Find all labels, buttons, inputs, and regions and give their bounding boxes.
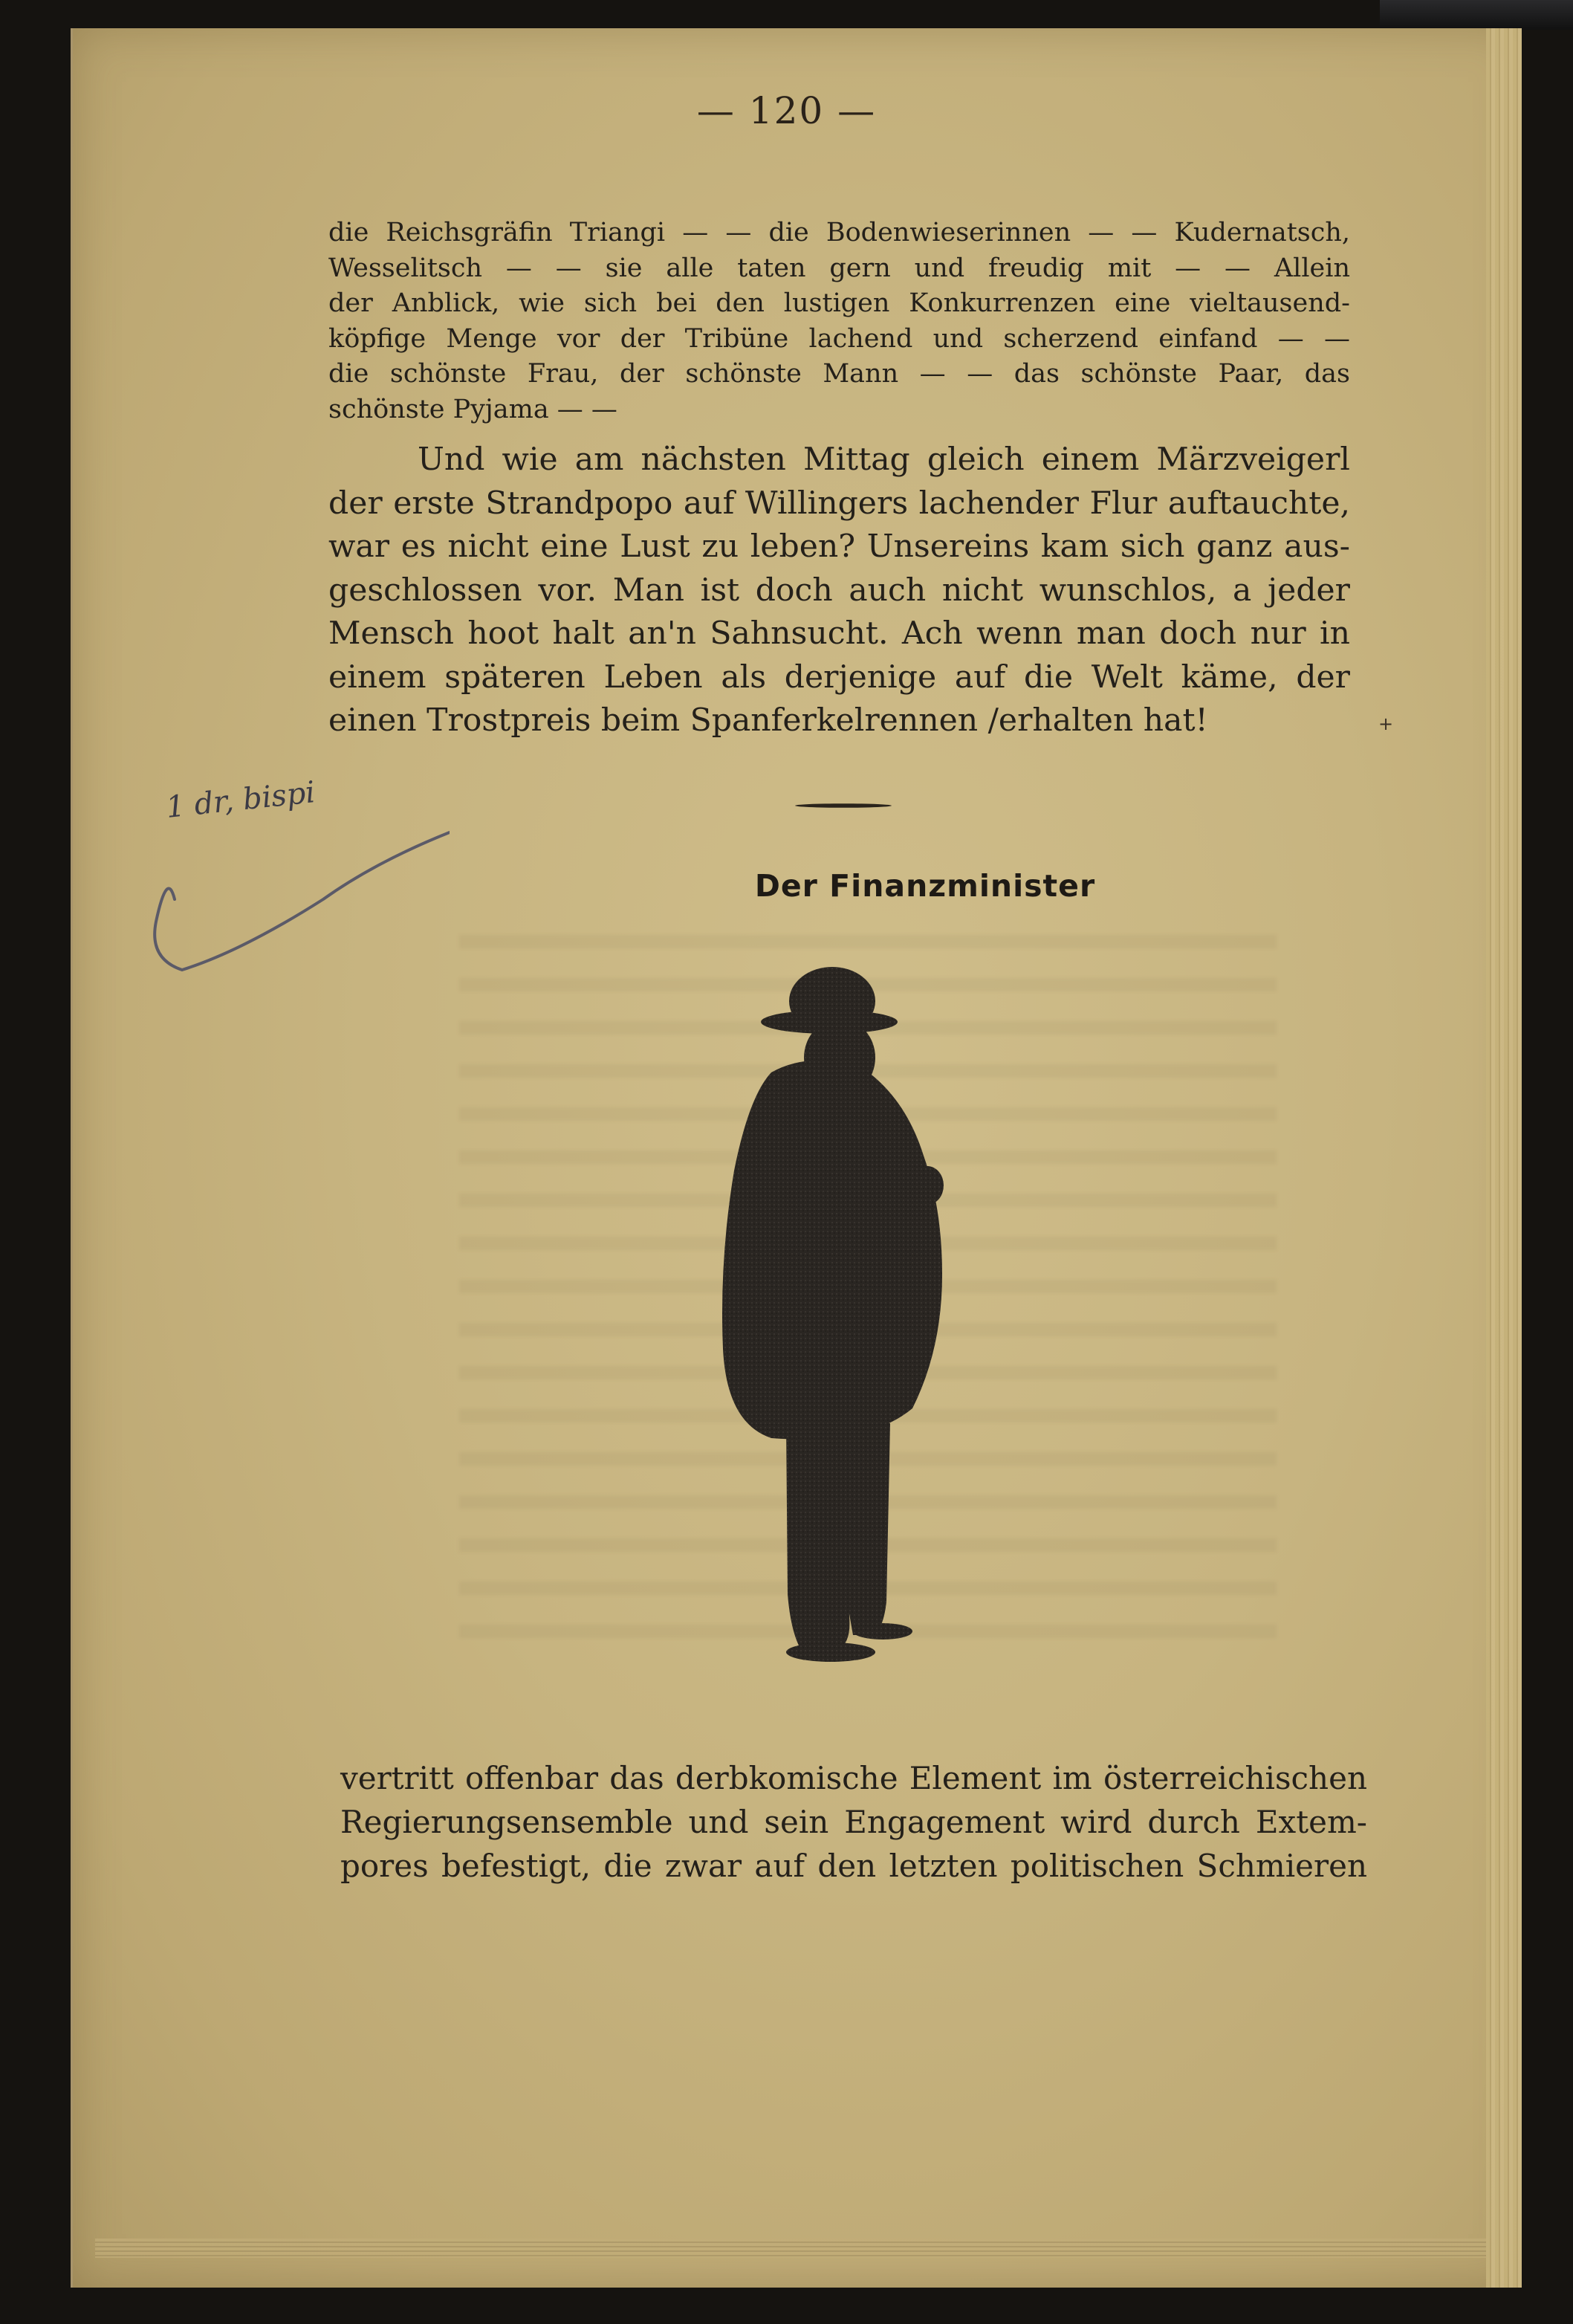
text-line: die Reichsgräfin Triangi — — die Bodenwieserinnen — — Kudernatsch, (328, 218, 1350, 247)
section-title: Der Finanzminister (754, 868, 1096, 904)
page-bottom-edge (95, 2239, 1486, 2258)
text-line: vertritt offenbar das derbkomische Element im österreichischen (340, 1760, 1367, 1796)
text-line: Mensch hoot halt an'n Sahnsucht. Ach wenn man doch nur in (328, 615, 1350, 652)
handwritten-note: 1 dr, bispi (164, 775, 317, 825)
text-line: geschlossen vor. Man ist doch auch nicht wunschlos, a jeder (328, 572, 1350, 609)
text-line: einen Trostpreis beim Spanferkelrennen /erhalten hat! (328, 702, 1208, 739)
text-line: köpfige Menge vor der Tribüne lachend und scherzend einfand — — (328, 323, 1350, 354)
page-number: — 120 — (696, 89, 877, 132)
margin-mark: + (1378, 713, 1394, 734)
text-line: Und wie am nächsten Mittag gleich einem Märzveigerl (418, 441, 1350, 478)
text-line: Regierungsensemble und sein Engagement wird durch Extem- (340, 1804, 1367, 1840)
text-line: der Anblick, wie sich bei den lustigen Konkurrenzen eine vieltausend- (328, 288, 1350, 318)
paragraph-lower (340, 1756, 1367, 1888)
paragraph-small (328, 216, 1350, 427)
text-line: war es nicht eine Lust zu leben? Unsereins kam sich ganz aus- (328, 528, 1350, 565)
text-line: die schönste Frau, der schönste Mann — — das schönste Paar, das (328, 359, 1350, 389)
text-line: schönste Pyjama — — (328, 394, 617, 424)
page-edge (1486, 28, 1522, 2288)
text-line: der erste Strandpopo auf Willingers lachender Flur auftauchte, (328, 485, 1350, 522)
text-line: einem späteren Leben als derjenige auf die Welt käme, der (328, 658, 1350, 696)
paragraph-main (328, 438, 1350, 743)
text-line: Wesselitsch — — sie alle taten gern und freudig mit — — Allein (328, 253, 1350, 283)
book-cover-strip (1380, 0, 1573, 30)
section-divider (795, 803, 892, 808)
text-line: pores befestigt, die zwar auf den letzten politischen Schmieren (340, 1848, 1367, 1884)
figure-silhouette (719, 962, 972, 1691)
